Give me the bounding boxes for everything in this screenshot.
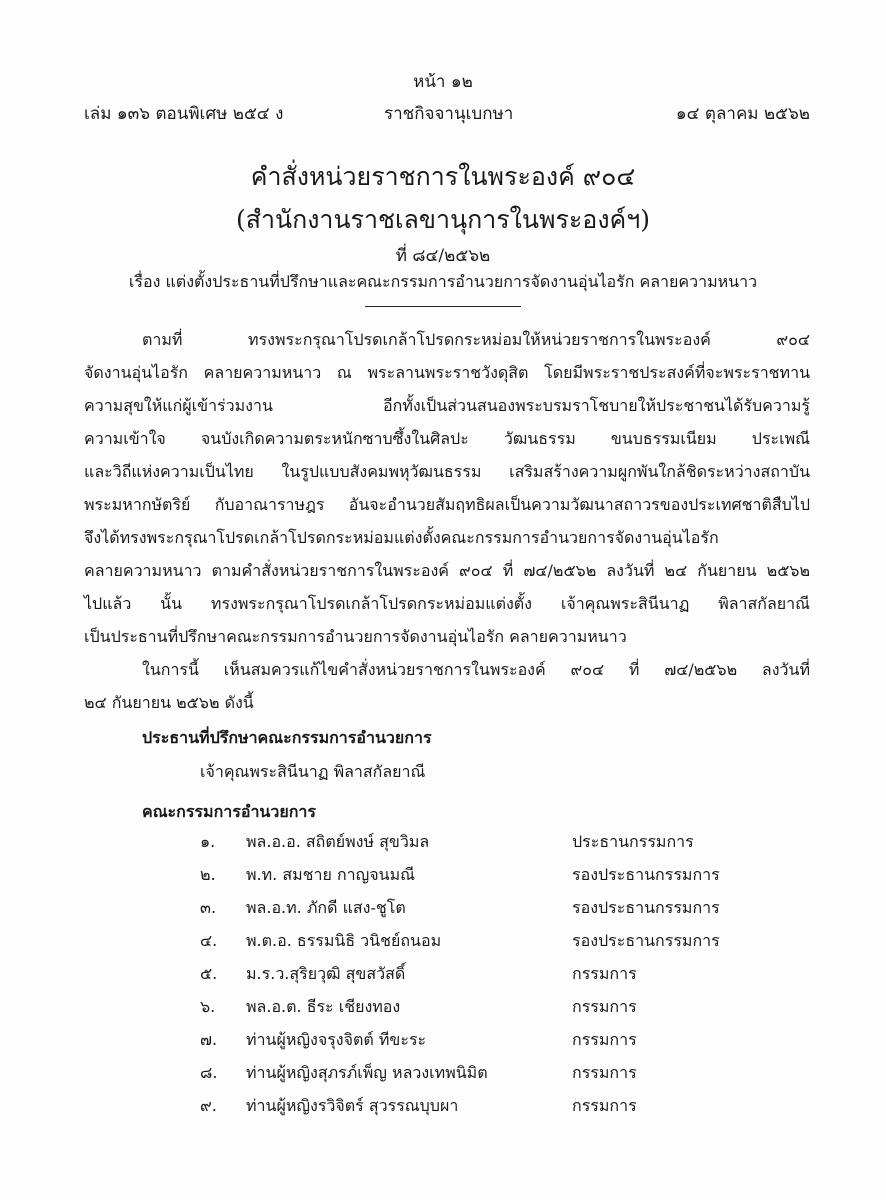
member-number: ๘. [200,1063,218,1082]
title-divider [365,306,521,307]
member-role: กรรมการ [572,1096,637,1115]
paragraph-line: จึงได้ทรงพระกรุณาโปรดเกล้าโปรดกระหม่อมแต่งตั้งคณะกรรมการอำนวยการจัดงานอุ่นไอรัก [84,528,719,547]
paragraph-line: และวิถีแห่งความเป็นไทย ในรูปแบบสังคมพหุวัฒนธรรม เสริมสร้างความผูกพันใกล้ชิดระหว่างสถาบัน [84,462,810,481]
member-name: ท่านผู้หญิงจรุงจิตต์ ทีขะระ [246,1030,427,1049]
chair-heading: ประธานที่ปรึกษาคณะกรรมการอำนวยการ [142,728,432,747]
committee-member-row [200,995,800,1019]
member-role: กรรมการ [572,1030,637,1049]
paragraph-line: ในการนี้ เห็นสมควรแก้ไขคำสั่งหน่วยราชการในพระองค์ ๙๐๔ ที่ ๗๔/๒๕๖๒ ลงวันที่ [142,660,810,679]
issuing-office: (สำนักงานราชเลขานุการในพระองค์ฯ) [235,205,651,234]
committee-member-row [200,1061,800,1085]
member-role: รองประธานกรรมการ [572,898,720,917]
member-role: รองประธานกรรมการ [572,865,720,884]
publication-date: ๑๔ ตุลาคม ๒๕๖๒ [675,104,810,124]
committee-member-row [200,863,800,887]
chair-name: เจ้าคุณพระสินีนาฏ พิลาสกัลยาณี [200,762,426,781]
member-name: พ.ต.อ. ธรรมนิธิ วนิชย์ถนอม [246,931,442,950]
member-name: ม.ร.ว.สุริยวุฒิ สุขสวัสดิ์ [246,964,406,983]
member-number: ๒. [200,865,216,884]
committee-member-row [200,830,800,854]
member-number: ๙. [200,1096,217,1115]
paragraph-line: ความสุขให้แก่ผู้เข้าร่วมงาน อีกทั้งเป็นส่วนสนองพระบรมราโชบายให้ประชาชนได้รับความรู้ [84,396,810,415]
paragraph-line: ๒๔ กันยายน ๒๕๖๒ ดังนี้ [84,693,254,712]
committee-member-row [200,896,800,920]
paragraph-line: เป็นประธานที่ปรึกษาคณะกรรมการอำนวยการจัดงานอุ่นไอรัก คลายความหนาว [84,627,627,646]
member-role: ประธานกรรมการ [572,832,694,851]
order-number: ที่ ๘๔/๒๕๖๒ [395,246,491,266]
committee-member-row [200,1094,800,1118]
member-number: ๑. [200,832,216,851]
member-name: พ.ท. สมชาย กาญจนมณี [246,865,415,884]
member-name: พล.อ.อ. สถิตย์พงษ์ สุขวิมล [246,832,430,851]
member-role: รองประธานกรรมการ [572,931,720,950]
paragraph-line: คลายความหนาว ตามคำสั่งหน่วยราชการในพระองค์ ๙๐๔ ที่ ๗๔/๒๕๖๒ ลงวันที่ ๒๔ กันยายน ๒๕๖๒ [84,561,810,580]
member-role: กรรมการ [572,997,637,1016]
member-name: พล.อ.ท. ภักดี แสง-ชูโต [246,898,406,917]
order-title: คำสั่งหน่วยราชการในพระองค์ ๙๐๔ [250,162,636,191]
member-name: ท่านผู้หญิงรวิจิตร์ สุวรรณบุบผา [246,1096,459,1115]
member-number: ๕. [200,964,218,983]
publication-name: ราชกิจจานุเบกษา [384,104,514,124]
paragraph-line: พระมหากษัตริย์ กับอาณาราษฎร อันจะอำนวยสัมฤทธิผลเป็นความวัฒนาสถาวรของประเทศชาติสืบไป [84,495,810,514]
member-role: กรรมการ [572,964,637,983]
paragraph-line: ตามที่ ทรงพระกรุณาโปรดเกล้าโปรดกระหม่อมให้หน่วยราชการในพระองค์ ๙๐๔ [142,330,810,349]
order-subject: เรื่อง แต่งตั้งประธานที่ปรึกษาและคณะกรรมการอำนวยการจัดงานอุ่นไอรัก คลายความหนาว [128,272,758,291]
member-name: ท่านผู้หญิงสุภรภ์เพ็ญ หลวงเทพนิมิต [246,1063,488,1082]
member-number: ๗. [200,1030,218,1049]
member-name: พล.อ.ต. ธีระ เชียงทอง [246,997,401,1016]
paragraph-line: ไปแล้ว นั้น ทรงพระกรุณาโปรดเกล้าโปรดกระหม่อมแต่งตั้ง เจ้าคุณพระสินีนาฏ พิลาสกัลยาณี [84,594,810,613]
page-number: หน้า ๑๒ [413,72,473,92]
committee-heading: คณะกรรมการอำนวยการ [142,802,316,821]
member-role: กรรมการ [572,1063,637,1082]
member-number: ๓. [200,898,217,917]
member-number: ๔. [200,931,218,950]
committee-member-row [200,962,800,986]
committee-member-row [200,929,800,953]
paragraph-line: ความเข้าใจ จนบังเกิดความตระหนักซาบซึ้งในศิลปะ วัฒนธรรม ขนบธรรมเนียม ประเพณี [84,429,810,448]
volume-info: เล่ม ๑๓๖ ตอนพิเศษ ๒๕๔ ง [84,104,284,124]
committee-member-row [200,1028,800,1052]
paragraph-line: จัดงานอุ่นไอรัก คลายความหนาว ณ พระลานพระราชวังดุสิต โดยมีพระราชประสงค์ที่จะพระราชทาน [84,363,810,382]
member-number: ๖. [200,997,216,1016]
